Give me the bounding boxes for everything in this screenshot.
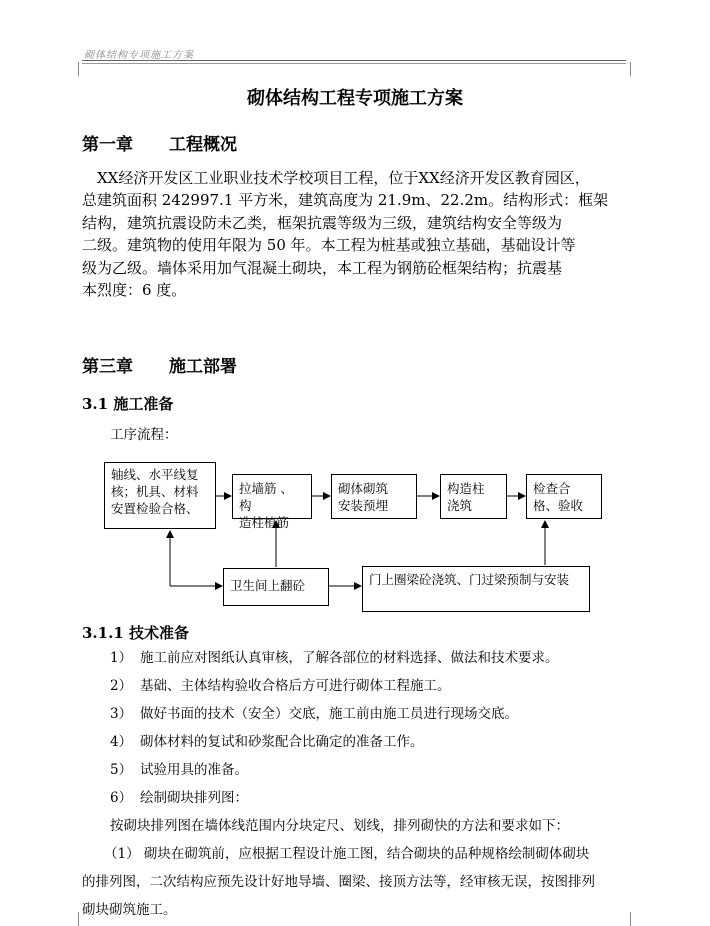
flow-box-text: 核；机具、材料 bbox=[111, 484, 199, 499]
flow-box-text: 拉墙筋 、构 bbox=[239, 481, 293, 513]
overview-line: 结构，建筑抗震设防未乙类，框架抗震等级为三级，建筑结构安全等级为 bbox=[82, 213, 563, 232]
list-number: 5） bbox=[110, 762, 133, 778]
flow-box-text: 浇筑 bbox=[447, 498, 473, 513]
list-text: 试验用具的准备。 bbox=[140, 762, 248, 778]
list-number: 6） bbox=[110, 790, 133, 806]
flow-box-text: 轴线、水平线复 bbox=[111, 467, 199, 482]
arrange-line: 的排列图，二次结构应预先设计好地导墙、圈梁、接顶方法等，经审核无误，按图排列 bbox=[82, 874, 595, 890]
list-number: 1） bbox=[110, 650, 133, 666]
chapter-3-label: 第三章 bbox=[82, 357, 133, 377]
process-label: 工序流程： bbox=[110, 427, 178, 443]
list-text: 砌体材料的复试和砂浆配合比确定的准备工作。 bbox=[140, 734, 424, 750]
list-item bbox=[110, 674, 451, 694]
flow-box-text: 构造柱 bbox=[447, 481, 485, 496]
list-text: 施工前应对图纸认真审核，了解各部位的材料选择、做法和技术要求。 bbox=[140, 650, 559, 666]
flow-box-text: 检查合 bbox=[533, 481, 571, 496]
section-3-1-1-heading: 3.1.1 技术准备 bbox=[82, 624, 189, 642]
chapter-1-label: 第一章 bbox=[82, 135, 133, 155]
arrange-line: （1） 砌块在砌筑前，应根据工程设计施工图，结合砌块的品种规格绘制砌体砌块 bbox=[104, 846, 590, 862]
section-3-1-heading: 3.1 施工准备 bbox=[82, 395, 174, 413]
list-number: 3） bbox=[110, 706, 133, 722]
list-item bbox=[110, 646, 559, 666]
list-text: 绘制砌块排列图： bbox=[140, 790, 248, 806]
chapter-3-name: 施工部署 bbox=[169, 357, 237, 377]
overview-line: 二级。建筑物的使用年限为 50 年。本工程为桩基或独立基础，基础设计等 bbox=[82, 236, 576, 255]
list-number: 4） bbox=[110, 734, 133, 750]
flow-box-text: 砌体砌筑 bbox=[338, 481, 389, 496]
list-item bbox=[110, 786, 248, 806]
chapter-1-name: 工程概况 bbox=[169, 135, 237, 155]
arrange-intro: 按砌块排列图在墙体线范围内分块定尺、划线，排列砌快的方法和要求如下： bbox=[110, 818, 569, 834]
list-text: 做好书面的技术（安全）交底，施工前由施工员进行现场交底。 bbox=[140, 706, 518, 722]
list-text: 基础、主体结构验收合格后方可进行砌体工程施工。 bbox=[140, 678, 451, 694]
flow-box-text: 造柱植筋 bbox=[239, 515, 290, 530]
page-title: 砌体结构工程专项施工方案 bbox=[247, 88, 463, 109]
list-number: 2） bbox=[110, 678, 133, 694]
overview-line: 总建筑面积 242997.1 平方米，建筑高度为 21.9m、22.2m。结构形式：框架 bbox=[82, 191, 609, 210]
list-item bbox=[110, 758, 248, 778]
flow-box-text: 安装预埋 bbox=[338, 498, 389, 513]
overview-line: 级为乙级。墙体采用加气混凝土砌块，本工程为钢筋砼框架结构；抗震基 bbox=[82, 258, 563, 277]
arrange-line: 砌块砌筑施工。 bbox=[82, 902, 177, 918]
list-item bbox=[110, 702, 518, 722]
running-header: 砌体结构专项施工方案 bbox=[84, 50, 194, 61]
list-item bbox=[110, 730, 424, 750]
overview-line: XX经济开发区工业职业技术学校项目工程，位于XX经济开发区教育园区， bbox=[97, 169, 590, 187]
flow-box-text: 安置检验合格、 bbox=[111, 501, 199, 516]
overview-line: 本烈度：6 度。 bbox=[82, 281, 187, 300]
flow-box-text: 门上圈梁砼浇筑、门过梁预制与安装 bbox=[369, 572, 570, 587]
flow-box-text: 格、验收 bbox=[533, 498, 584, 513]
flow-box-text: 卫生间上翻砼 bbox=[230, 578, 306, 593]
